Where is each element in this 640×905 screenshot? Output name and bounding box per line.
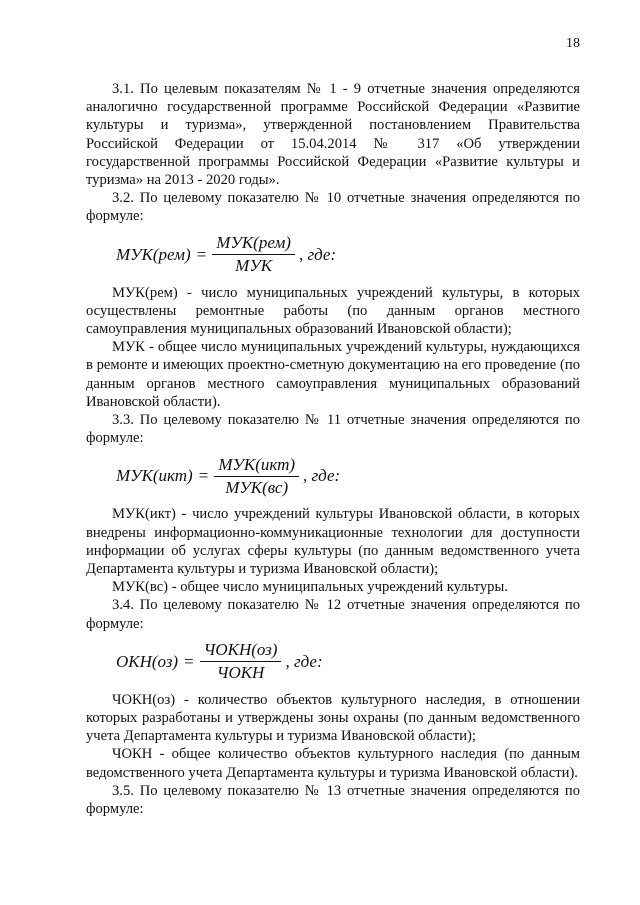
definition-chokn: ЧОКН - общее количество объектов культурного наследия (по данным ведомственного учета Департамента культуры и туризма Ивановской области). (86, 746, 580, 781)
formula-where: , где: (303, 466, 341, 486)
definition-muk-ikt: МУК(икт) - число учреждений культуры Ивановской области, в которых внедрены информационно-коммуникационные технологии для доступности информации об услугах сферы культуры (по данным ведомственного учета Департамента культуры и туризма Ивановской области); (86, 506, 580, 578)
formula-fraction (200, 640, 282, 683)
document-body (86, 80, 580, 818)
formula-equals: = (196, 244, 207, 264)
formula-denominator: ЧОКН (216, 663, 265, 683)
formula-numerator: МУК(рем) (212, 233, 295, 255)
paragraph-3-1: 3.1. По целевым показателям № 1 - 9 отчетные значения определяются аналогично государственной программе Российской Федерации «Развитие культуры и туризма», утвержденной постановлением Правительства Российской Федерации от 15.04.2014 № 317 «Об утверждении государственной программы Российской Федерации «Развитие культуры и туризма» на 2013 - 2020 годы». (86, 81, 580, 189)
paragraph-3-2: 3.2. По целевому показателю № 10 отчетные значения определяются по формуле: (86, 190, 580, 225)
formula-fraction (212, 233, 295, 276)
formula-lhs: ОКН(оз) (116, 651, 179, 671)
formula-equals: = (198, 466, 209, 486)
formula-where: , где: (285, 651, 323, 671)
definition-muk-rem: МУК(рем) - число муниципальных учреждений культуры, в которых осуществлены ремонтные работы (по данным органов местного самоуправления муниципальных образований Ивановской области); (86, 284, 580, 338)
formula-denominator: МУК(вс) (225, 477, 289, 497)
formula-muk-ikt (116, 453, 580, 499)
formula-lhs: МУК(рем) (116, 244, 191, 264)
formula-equals: = (184, 651, 194, 671)
paragraph-3-4: 3.4. По целевому показателю № 12 отчетные значения определяются по формуле: (86, 597, 580, 632)
formula-where: , где: (298, 244, 337, 264)
paragraph-3-3: 3.3. По целевому показателю № 11 отчетные значения определяются по формуле: (86, 412, 580, 447)
formula-muk-rem (116, 232, 580, 278)
definition-chokn-oz: ЧОКН(оз) - количество объектов культурного наследия, в отношении которых разработаны и утверждены зоны охраны (по данным ведомственного учета Департамента культуры и туризма Ивановской области); (86, 691, 580, 745)
page-number: 18 (566, 36, 580, 51)
formula-okn-oz (116, 639, 580, 685)
formula-fraction (214, 455, 299, 498)
formula-lhs: МУК(икт) (116, 466, 193, 486)
formula-denominator: МУК (235, 256, 273, 276)
formula-numerator: МУК(икт) (214, 455, 299, 477)
paragraph-3-5: 3.5. По целевому показателю № 13 отчетные значения определяются по формуле: (86, 782, 580, 818)
definition-muk-vs: МУК(вс) - общее число муниципальных учреждений культуры. (112, 579, 508, 596)
definition-muk: МУК - общее число муниципальных учреждений культуры, нуждающихся в ремонте и имеющих проектно-сметную документацию на его проведение (по данным органов местного самоуправления муниципальных образований Ивановской области). (86, 339, 580, 410)
formula-numerator: ЧОКН(оз) (200, 640, 282, 662)
